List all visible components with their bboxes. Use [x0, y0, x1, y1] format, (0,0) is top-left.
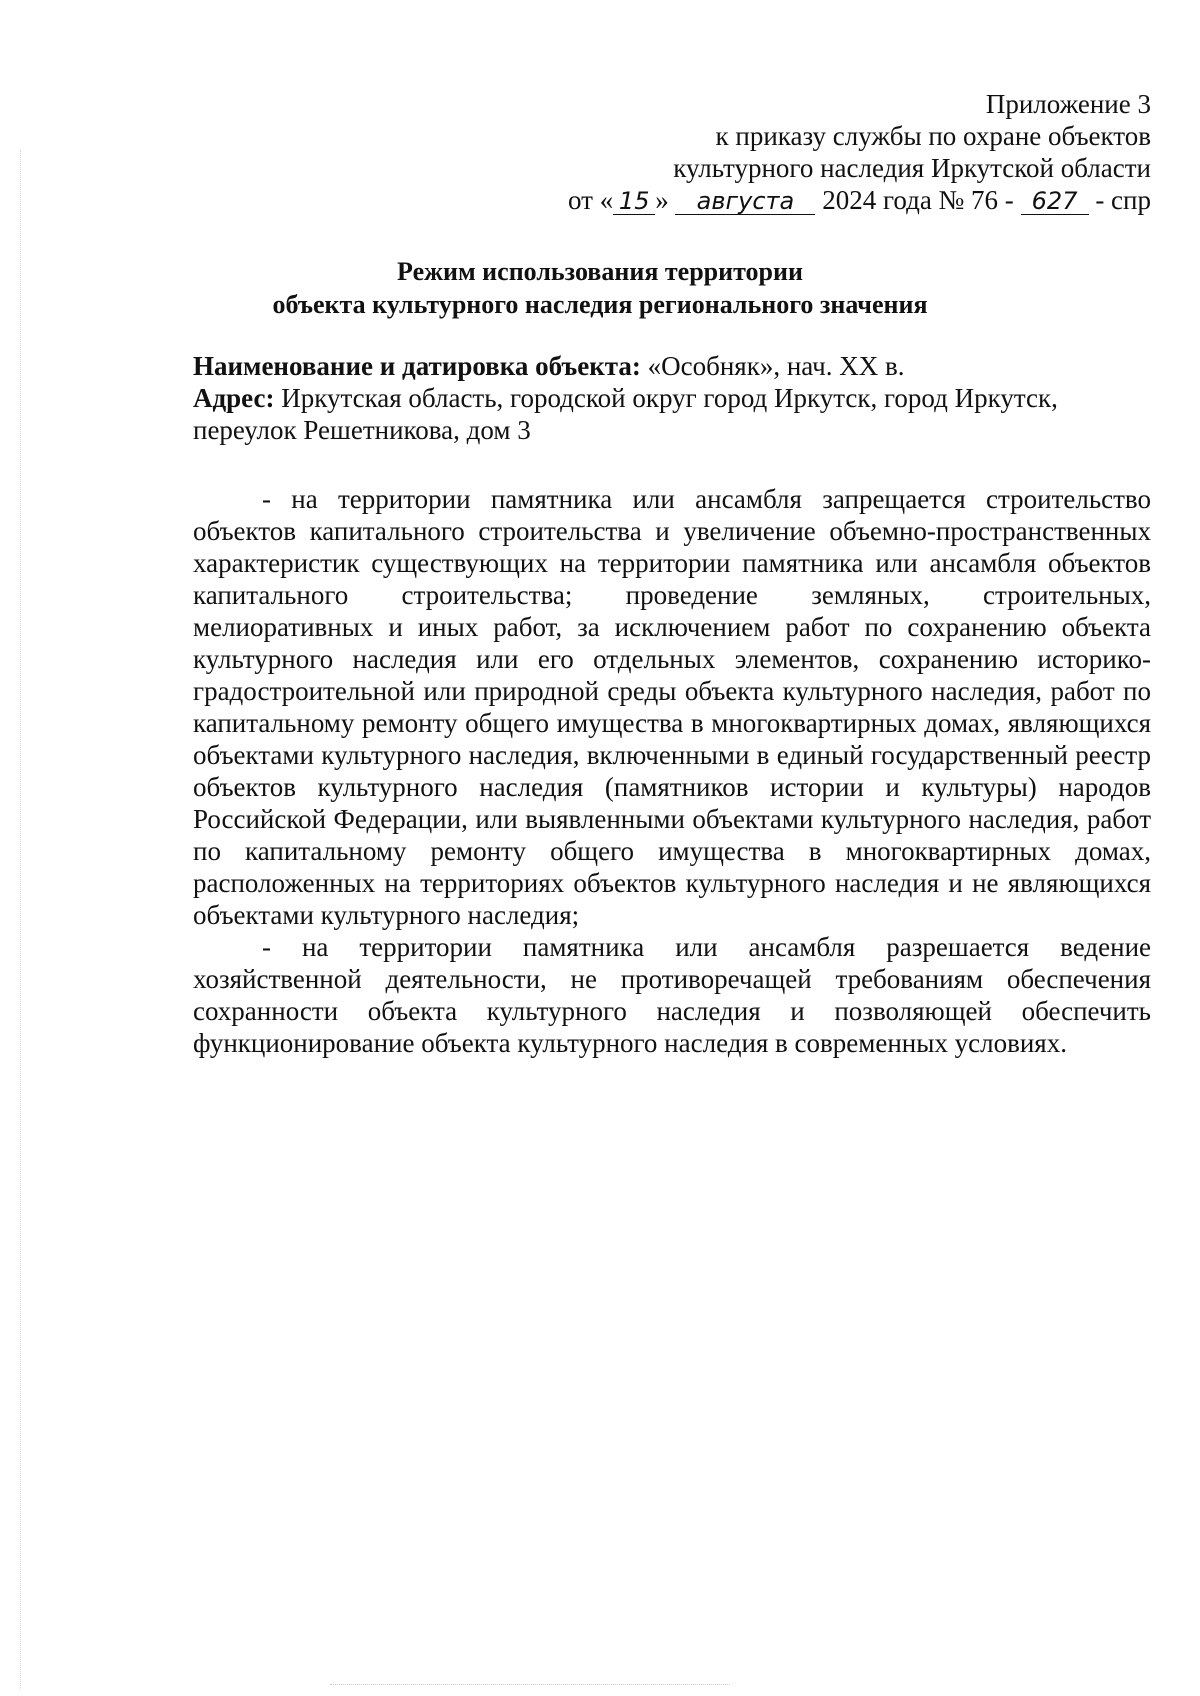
date-mid: »	[655, 185, 669, 215]
clause-prohibited: - на территории памятника или ансамбля запрещается строительство объектов капитального строительства и увеличение объемно-пространственных характеристик существующих на территории памятника или ансамбля объектов капитального строительства; проведение земляных, строительных, мелиоративных и иных работ, за исключением работ по сохранению объекта культурного наследия или его отдельных элементов, сохранению историко-градостроительной или природной среды объекта культурного наследия, работ по капитальному ремонту общего имущества в многоквартирных домах, являющихся объектами культурного наследия, включенными в единый государственный реестр объектов культурного наследия (памятников истории и культуры) народов Российской Федерации, или выявленными объектами культурного наследия, работ по капитальному ремонту общего имущества в многоквартирных домах, расположенных на территориях объектов культурного наследия и не являющихся объектами культурного наследия;	[193, 484, 1151, 930]
regime-clauses	[193, 483, 1151, 1059]
object-name-label: Наименование и датировка объекта:	[193, 351, 641, 381]
date-prefix: от «	[568, 185, 614, 215]
document-title	[0, 255, 1200, 321]
handwritten-order-number: 627	[1021, 188, 1089, 215]
object-address-value: Иркутская область, городской округ город Иркутск, город Иркутск, переулок Решетникова, дом 3	[193, 383, 1058, 445]
object-address-label: Адрес:	[193, 383, 275, 413]
title-line-1: Режим использования территории	[397, 257, 803, 286]
document-body	[193, 350, 1151, 1059]
appendix-header	[451, 88, 1151, 216]
date-suffix: - спр	[1095, 185, 1151, 215]
handwritten-day: 15	[613, 188, 655, 215]
appendix-order-ref: к приказу службы по охране объектов	[715, 121, 1151, 151]
appendix-number: Приложение 3	[985, 89, 1151, 119]
title-line-2: объекта культурного наследия регионального значения	[272, 290, 928, 319]
object-address	[193, 382, 1151, 446]
object-name	[193, 350, 1151, 382]
scan-margin-dots	[20, 150, 23, 1690]
appendix-agency: культурного наследия Иркутской области	[673, 153, 1151, 183]
clause-permitted: - на территории памятника или ансамбля разрешается ведение хозяйственной деятельности, не противоречащей требованиям обеспечения сохранности объекта культурного наследия и позволяющей обеспечить функционирование объекта культурного наследия в современных условиях.	[193, 932, 1151, 1058]
object-name-value: «Особняк», нач. XX в.	[647, 351, 905, 381]
handwritten-month: августа	[675, 188, 815, 215]
date-year: 2024 года № 76 -	[822, 185, 1014, 215]
scan-bottom-marks	[330, 1684, 730, 1686]
order-date-line	[451, 184, 1151, 216]
